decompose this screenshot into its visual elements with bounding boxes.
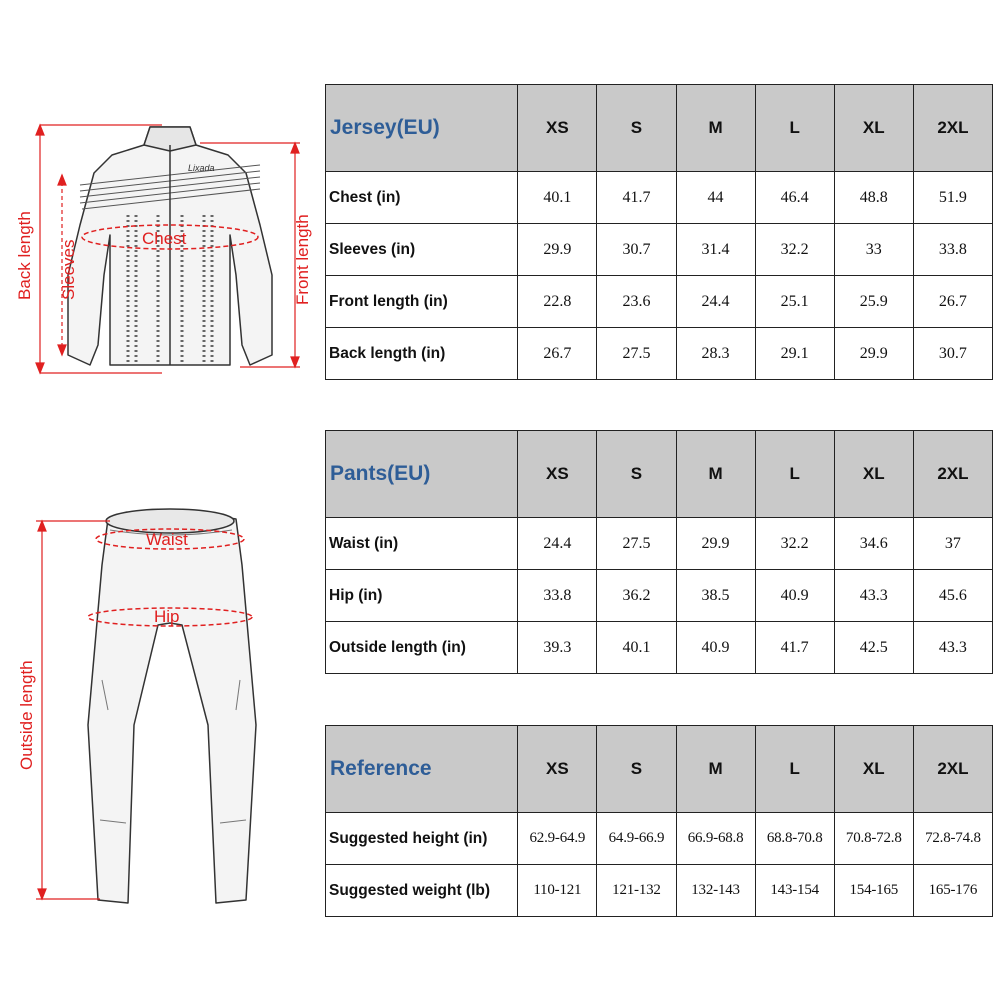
chest-label: Chest (142, 229, 187, 248)
size-header: L (755, 85, 834, 172)
cell-value: 29.9 (518, 224, 597, 276)
reference-table-title: Reference (326, 726, 518, 813)
table-row (326, 518, 993, 570)
table-row (326, 622, 993, 674)
table-row (326, 276, 993, 328)
size-header: 2XL (913, 85, 992, 172)
cell-value: 44 (676, 172, 755, 224)
row-label: Sleeves (in) (326, 224, 518, 276)
cell-value: 132-143 (676, 865, 755, 917)
table-row (326, 328, 993, 380)
size-header: XL (834, 431, 913, 518)
size-header: XS (518, 726, 597, 813)
table-row (326, 570, 993, 622)
cell-value: 40.1 (518, 172, 597, 224)
jersey-figure (10, 115, 320, 385)
cell-value: 29.1 (755, 328, 834, 380)
cell-value: 26.7 (518, 328, 597, 380)
back-length-label: Back length (15, 211, 34, 300)
cell-value: 32.2 (755, 518, 834, 570)
cell-value: 46.4 (755, 172, 834, 224)
table-header-row (326, 726, 993, 813)
reference-size-table (325, 725, 993, 917)
cell-value: 40.1 (597, 622, 676, 674)
row-label: Front length (in) (326, 276, 518, 328)
row-label: Hip (in) (326, 570, 518, 622)
cell-value: 38.5 (676, 570, 755, 622)
pants-table-title: Pants(EU) (326, 431, 518, 518)
cell-value: 22.8 (518, 276, 597, 328)
cell-value: 43.3 (913, 622, 992, 674)
pants-figure (10, 505, 320, 915)
table-row (326, 224, 993, 276)
waist-label: Waist (146, 530, 188, 549)
size-header: L (755, 726, 834, 813)
cell-value: 24.4 (676, 276, 755, 328)
cell-value: 72.8-74.8 (913, 813, 992, 865)
size-header: 2XL (913, 726, 992, 813)
cell-value: 28.3 (676, 328, 755, 380)
size-header: M (676, 431, 755, 518)
sleeves-label: Sleeves (59, 239, 78, 300)
cell-value: 45.6 (913, 570, 992, 622)
cell-value: 62.9-64.9 (518, 813, 597, 865)
cell-value: 165-176 (913, 865, 992, 917)
cell-value: 27.5 (597, 518, 676, 570)
hip-label: Hip (154, 607, 180, 626)
size-header: XL (834, 726, 913, 813)
cell-value: 121-132 (597, 865, 676, 917)
cell-value: 24.4 (518, 518, 597, 570)
size-header: XL (834, 85, 913, 172)
cell-value: 29.9 (676, 518, 755, 570)
size-header: M (676, 726, 755, 813)
cell-value: 36.2 (597, 570, 676, 622)
size-header: 2XL (913, 431, 992, 518)
cell-value: 25.9 (834, 276, 913, 328)
cell-value: 31.4 (676, 224, 755, 276)
brand-logo: Lixada (188, 163, 215, 173)
cell-value: 27.5 (597, 328, 676, 380)
cell-value: 30.7 (913, 328, 992, 380)
cell-value: 41.7 (755, 622, 834, 674)
table-header-row (326, 431, 993, 518)
size-header: XS (518, 85, 597, 172)
cell-value: 110-121 (518, 865, 597, 917)
row-label: Back length (in) (326, 328, 518, 380)
size-header: M (676, 85, 755, 172)
row-label: Suggested weight (lb) (326, 865, 518, 917)
cell-value: 66.9-68.8 (676, 813, 755, 865)
size-header: S (597, 85, 676, 172)
table-row (326, 865, 993, 917)
pants-size-table (325, 430, 993, 674)
cell-value: 40.9 (755, 570, 834, 622)
cell-value: 30.7 (597, 224, 676, 276)
row-label: Chest (in) (326, 172, 518, 224)
cell-value: 40.9 (676, 622, 755, 674)
cell-value: 32.2 (755, 224, 834, 276)
table-header-row (326, 85, 993, 172)
cell-value: 143-154 (755, 865, 834, 917)
table-row (326, 813, 993, 865)
cell-value: 33 (834, 224, 913, 276)
cell-value: 51.9 (913, 172, 992, 224)
front-length-label: Front length (293, 214, 312, 305)
cell-value: 154-165 (834, 865, 913, 917)
cell-value: 33.8 (913, 224, 992, 276)
size-header: L (755, 431, 834, 518)
outside-length-label: Outside length (17, 660, 36, 770)
cell-value: 25.1 (755, 276, 834, 328)
cell-value: 48.8 (834, 172, 913, 224)
cell-value: 64.9-66.9 (597, 813, 676, 865)
cell-value: 43.3 (834, 570, 913, 622)
cell-value: 41.7 (597, 172, 676, 224)
jersey-size-table (325, 84, 993, 380)
size-header: S (597, 431, 676, 518)
cell-value: 29.9 (834, 328, 913, 380)
cell-value: 23.6 (597, 276, 676, 328)
cell-value: 68.8-70.8 (755, 813, 834, 865)
table-row (326, 172, 993, 224)
row-label: Waist (in) (326, 518, 518, 570)
cell-value: 70.8-72.8 (834, 813, 913, 865)
cell-value: 26.7 (913, 276, 992, 328)
cell-value: 34.6 (834, 518, 913, 570)
cell-value: 39.3 (518, 622, 597, 674)
row-label: Suggested height (in) (326, 813, 518, 865)
size-header: XS (518, 431, 597, 518)
cell-value: 42.5 (834, 622, 913, 674)
cell-value: 37 (913, 518, 992, 570)
cell-value: 33.8 (518, 570, 597, 622)
size-header: S (597, 726, 676, 813)
row-label: Outside length (in) (326, 622, 518, 674)
jersey-table-title: Jersey(EU) (326, 85, 518, 172)
